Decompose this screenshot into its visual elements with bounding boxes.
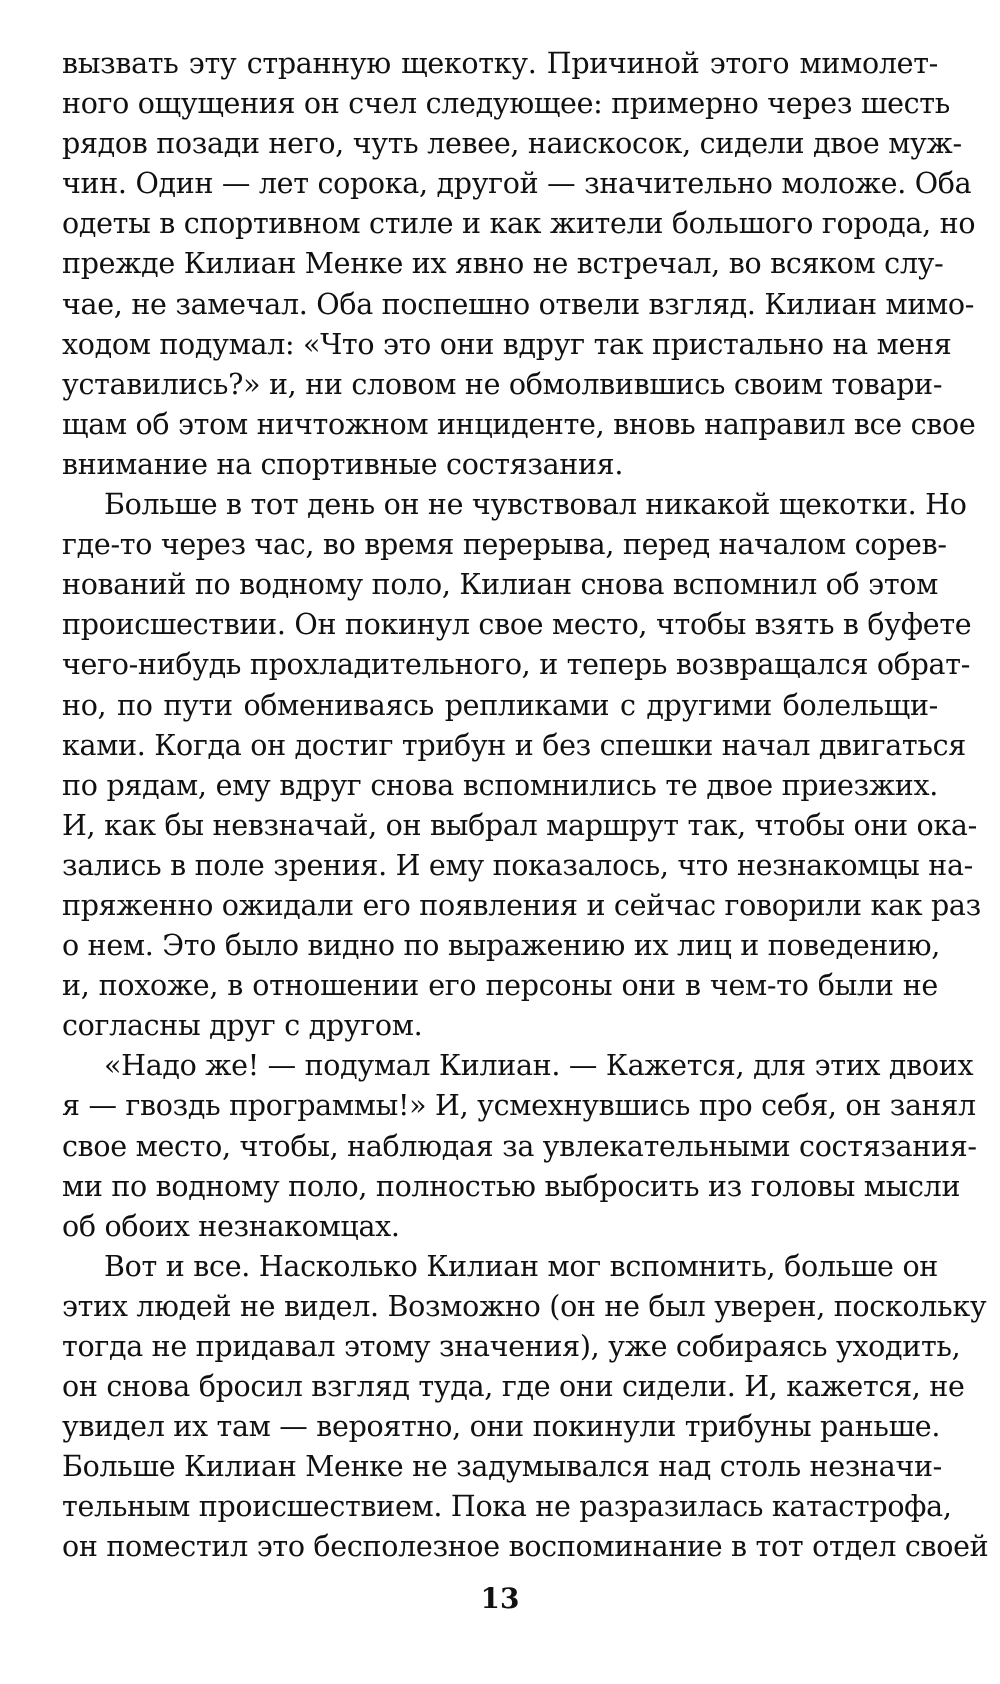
text-line: согласны друг с другом.: [62, 1009, 423, 1043]
text-line: одеты в спортивном стиле и как жители большого города, но: [62, 207, 976, 241]
text-line: рядов позади него, чуть левее, наискосок, сидели двое муж-: [62, 127, 962, 161]
text-line: пряженно ожидали его появления и сейчас говорили как раз: [62, 888, 981, 922]
text-line: Вот и все. Насколько Килиан мог вспомнить, больше он: [104, 1249, 938, 1283]
text-line: прежде Килиан Менке их явно не встречал, во всяком слу-: [62, 247, 944, 281]
text-line: Больше Килиан Менке не задумывался над столь незначи-: [62, 1450, 943, 1484]
body-text: [62, 44, 989, 1568]
text-line: тельным происшествием. Пока не разразилась катастрофа,: [62, 1490, 952, 1524]
text-line: вызвать эту странную щекотку. Причиной этого мимолет-: [62, 47, 938, 80]
text-line: я — гвоздь программы!» И, усмехнувшись про себя, он занял: [62, 1089, 976, 1123]
text-line: и, похоже, в отношении его персоны они в чем-то были не: [62, 969, 938, 1003]
text-line: о нем. Это было видно по выражению их лиц и поведению,: [62, 929, 941, 963]
text-line: он поместил это бесполезное воспоминание в тот отдел своей: [62, 1530, 989, 1564]
text-line: уставились?» и, ни словом не обмолвившись своим товари-: [62, 367, 943, 401]
text-line: по рядам, ему вдруг снова вспомнились те двое приезжих.: [62, 768, 938, 802]
text-line: об обоих незнакомцах.: [62, 1209, 400, 1243]
text-line: «Надо же! — подумал Килиан. — Кажется, для этих двоих: [104, 1049, 974, 1083]
text-line: но, по пути обмениваясь репликами с другими болельщи-: [62, 688, 938, 722]
text-line: ками. Когда он достиг трибун и без спешки начал двигаться: [62, 728, 966, 762]
text-line: ми по водному поло, полностью выбросить из головы мысли: [62, 1169, 961, 1203]
text-line: нований по водному поло, Килиан снова вспомнил об этом: [62, 568, 939, 602]
text-line: ходом подумал: «Что это они вдруг так пристально на меня: [62, 327, 952, 361]
text-line: свое место, чтобы, наблюдая за увлекательными состязания-: [62, 1129, 977, 1163]
text-line: И, как бы невзначай, он выбрал маршрут так, чтобы они ока-: [62, 808, 977, 842]
page-number: 13: [480, 1582, 520, 1615]
text-line: чае, не замечал. Оба поспешно отвели взгляд. Килиан мимо-: [62, 287, 975, 321]
text-line: этих людей не видел. Возможно (он не был уверен, поскольку: [62, 1289, 987, 1323]
text-line: где-то через час, во время перерыва, перед началом сорев-: [62, 528, 947, 562]
text-line: ного ощущения он счел следующее: примерно через шесть: [62, 87, 950, 121]
text-line: чего-нибудь прохладительного, и теперь возвращался обрат-: [62, 648, 971, 682]
text-line: происшествии. Он покинул свое место, чтобы взять в буфете: [62, 608, 972, 642]
text-line: Больше в тот день он не чувствовал никакой щекотки. Но: [104, 488, 967, 522]
text-line: он снова бросил взгляд туда, где они сидели. И, кажется, не: [62, 1370, 965, 1404]
text-line: тогда не придавал этому значения), уже собираясь уходить,: [62, 1330, 961, 1363]
text-line: чин. Один — лет сорока, другой — значительно моложе. Оба: [62, 167, 972, 201]
text-line: внимание на спортивные состязания.: [62, 447, 624, 481]
text-line: зались в поле зрения. И ему показалось, что незнакомцы на-: [62, 848, 973, 882]
text-line: щам об этом ничтожном инциденте, вновь направил все свое: [62, 407, 976, 441]
text-line: увидел их там — вероятно, они покинули трибуны раньше.: [62, 1410, 941, 1444]
